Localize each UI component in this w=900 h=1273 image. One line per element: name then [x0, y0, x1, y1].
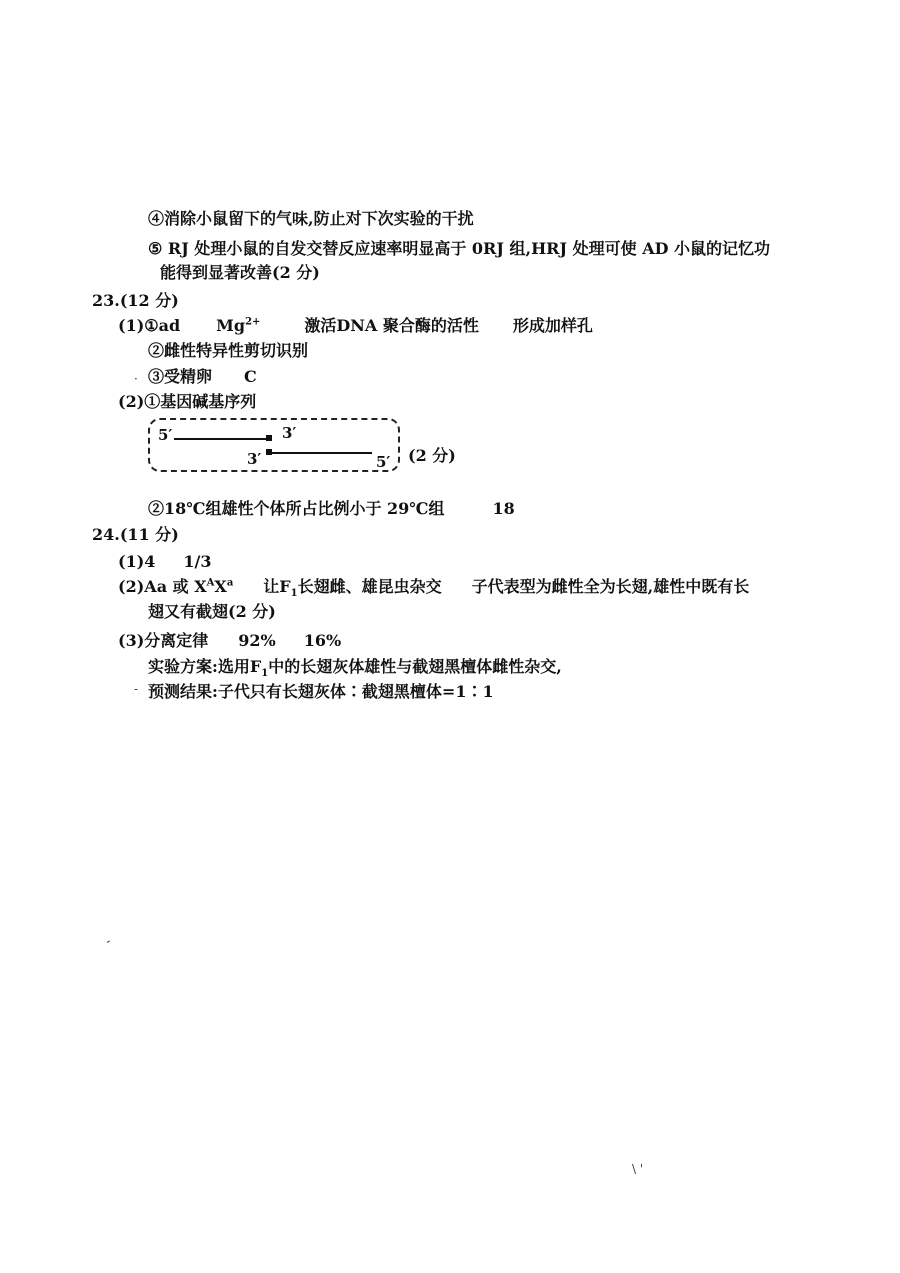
q24-predicted-result: 预测结果:子代只有长翅灰体∶截翅黑檀体=1∶1: [148, 682, 494, 701]
q24-p2-phenotype: 子代表型为雌性全为长翅,雄性中既有长: [471, 577, 750, 596]
q24-part-3: (3)分离定律 92% 16%: [118, 631, 342, 650]
q23-header: 23.(12 分): [92, 291, 179, 310]
q22-item-5-line-2: 能得到显著改善(2 分): [160, 263, 320, 282]
diagram-label-top-right: 3′: [282, 424, 297, 442]
diagram-score: (2 分): [408, 446, 456, 465]
q23-part1-line: [118, 315, 593, 337]
q23-p2-item-2: ②18℃组雄性个体所占比例小于 29℃组 18: [148, 499, 515, 518]
q24-experiment-plan: 实验方案:选用$F_1$中的长翅灰体雄性与截翅黑檀体雌性杂交,: [148, 657, 562, 680]
dna-diagram-box: [148, 418, 400, 472]
bottom-strand: [270, 452, 372, 454]
q23-p1-mg: $Mg^{2+}$: [216, 316, 261, 335]
q23-p1-answer-2: 激活DNA 聚合酶的活性: [304, 316, 479, 335]
q23-p1-item-2: ②雌性特异性剪切识别: [148, 341, 309, 360]
q22-item-5-line-1: ⑤ RJ 处理小鼠的自发交替反应速率明显高于 0RJ 组,HRJ 处理可使 AD 小鼠的记忆功: [148, 239, 771, 258]
q23-p1-item-3: ③受精卵 C: [148, 367, 257, 386]
q24-header: 24.(11 分): [92, 525, 179, 544]
diagram-label-top-left: 5′: [158, 426, 173, 444]
q24-part-1: (1)4 1/3: [118, 552, 212, 571]
q24-p2-genotype: (2)Aa 或 $X^AX^a$: [118, 577, 234, 596]
q23-p2-item-1: (2)①基因碱基序列: [118, 392, 257, 411]
q23-p1-answer-3: 形成加样孔: [512, 316, 593, 335]
scan-mark: \ ': [632, 1162, 644, 1176]
q24-p2-cross: 让$F_1$长翅雌、雄昆虫杂交: [263, 577, 442, 600]
top-strand-end: [266, 435, 272, 441]
top-strand: [174, 438, 268, 440]
q24-part-2: [118, 576, 749, 598]
scan-mark: -: [134, 682, 139, 696]
scan-mark: -: [102, 933, 114, 949]
diagram-label-bottom-left: 3′: [247, 450, 262, 468]
q23-p1-prefix: (1)①ad: [118, 316, 181, 335]
scan-mark: ·: [134, 372, 138, 386]
diagram-label-bottom-right: 5′: [376, 453, 391, 471]
q24-part-2-line-2: 翅又有截翅(2 分): [148, 602, 276, 621]
q22-item-4: ④消除小鼠留下的气味,防止对下次实验的干扰: [148, 209, 474, 228]
